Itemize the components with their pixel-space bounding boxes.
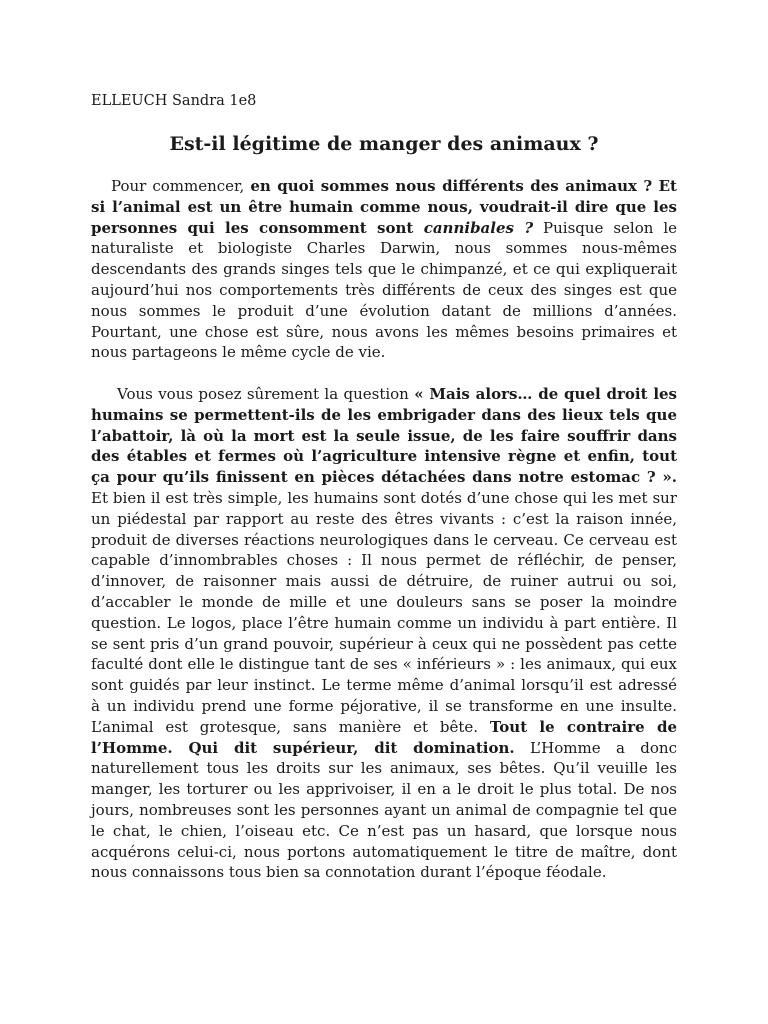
paragraph-2 [91, 384, 677, 883]
paragraph-2-body-1: Et bien il est très simple, les humains sont dotés d’une chose qui les met sur un piédestal par rapport au reste des êtres vivants : c’est la raison innée, produit de diverses réactions neurologiques dans le cerveau. Ce cerveau est capable d’innombrables choses : Il nous permet de réfléchir, de penser, d’innover, de raisonner mais aussi de détruire, de ruiner autrui ou soi, d’accabler le monde de mille et une douleurs sans se poser la moindre question. Le logos, place l’être humain comme un individu à part entière. Il se sent pris d’un grand pouvoir, supérieur à ceux qui ne possèdent pas cette faculté dont elle le distingue tant de ses « inférieurs » : les animaux, qui eux sont guidés par leur instinct. Le terme même d’animal lorsqu’il est adressé à un individu prend une forme péjorative, il se transforme en une insulte. L’animal est grotesque, sans manière et bête. [91, 488, 677, 736]
document-title: Est-il légitime de manger des animaux ? [169, 133, 599, 155]
paragraph-1-cannibales: cannibales ? [423, 218, 534, 237]
paragraph-2-body-2: L’Homme a donc naturellement tous les droits sur les animaux, ses bêtes. Qu’il veuille les manger, les torturer ou les apprivoiser, il en a le droit le plus total. De nos jours, nombreuses sont les personnes ayant un animal de compagnie tel que le chat, le chien, l’oiseau etc. Ce n’est pas un hasard, que lorsque nous acquérons celui-ci, nous portons automatiquement le titre de maître, dont nous connaissons tous bien sa connotation durant l’époque féodale. [91, 738, 677, 882]
paragraph-1-emphasis [424, 219, 533, 237]
paragraph-1-body: Puisque selon le naturaliste et biologiste Charles Darwin, nous sommes nous-mêmes descendants des grands singes tels que le chimpanzé, et ce qui expliquerait aujourd’hui nos comportements très différents de ceux des singes est que nous sommes le produit d’une évolution datant de millions d’années. Pourtant, une chose est sûre, nous avons les mêmes besoins primaires et nous partageons le même cycle de vie. [91, 218, 677, 362]
paragraph-2-question: « Mais alors… de quel droit les humains se permettent-ils de les embrigader dans des lieux tels que l’abattoir, là où la mort est la seule issue, de les faire souffrir dans des étables et fermes où l’agriculture intensive règne et enfin, tout ça pour qu’ils finissent en pièces détachées dans notre estomac ? ». [91, 385, 678, 487]
paragraph-2-intro: Vous vous posez sûrement la question [117, 385, 415, 403]
paragraph-1-intro: Pour commencer, [111, 177, 251, 195]
paragraph-1-question: en quoi sommes nous différents des animaux ? Et si l’animal est un être humain comme nous, voudrait-il dire que les personnes qui les consomment sont [91, 177, 677, 237]
author-line: ELLEUCH Sandra 1e8 [91, 93, 257, 109]
paragraph-2-emphasis: Tout le contraire de l’Homme. Qui dit supérieur, dit domination. [91, 717, 677, 757]
paragraph-1 [91, 176, 677, 363]
